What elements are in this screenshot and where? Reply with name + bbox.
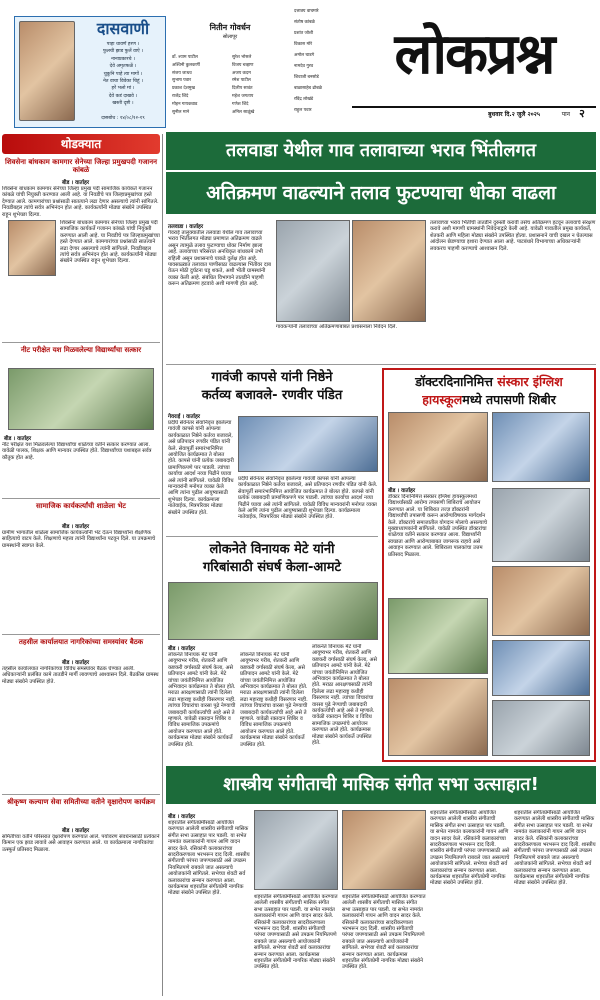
story3-headline-2: गरिबांसाठी संघर्ष केला-आमटे xyxy=(202,560,342,575)
story3-headline-1: लोकनेते विनायक मेटे यांनी xyxy=(209,542,335,557)
column-rule xyxy=(162,134,163,996)
thodkyat-banner xyxy=(2,134,160,154)
story5-text-a: शहरातील संगीतप्रेमींसाठी आयोजित करण्यात आलेली शास्त्रीय संगीताची मासिक संगीत सभा उत्साहात पार पडली. या सभेत नामवंत कलाकारांनी गायन आणि वादन सादर केले. रसिकांनी कलाकारांच्या सादरीकरणाला भरभरून दाद दिली. शास्त्रीय संगीताची परंपरा जपण्यासाठी असे उपक्रम नियमितपणे राबवले जात असल्याचे आयोजकांनी सांगितले. सभेच्या शेवटी सर्व कलाकारांचा सन्मान करण्यात आला. कार्यक्रमास शहरातील संगीतप्रेमी नागरिक मोठ्या संख्येने उपस्थित होते. xyxy=(168,820,250,897)
sidebar-photo-1 xyxy=(8,220,56,276)
story4-photo-2 xyxy=(492,412,590,482)
sidebar-byline-3: बीड । वार्ताहर xyxy=(62,524,90,530)
dasvani-lines: पाहा धावणें हरण । फुलची झाड फुलें वाऐ । नानाप्रकारचे । देवे अमृतफळें । चुकुनि पाहे त्या मागों । नेत वाचा विवेका चिहूं । हरें भलो मां । देवे कडं दाखवे । खस्ती दृष्टी । xyxy=(102,42,144,107)
story2-headline-1: गावंजी कापसे यांनी निष्ठेने xyxy=(211,370,333,385)
story2-byline: गेवराई । वार्ताहर xyxy=(168,414,201,420)
editor-place: सोलापूर xyxy=(222,34,238,40)
story5-photo-2 xyxy=(342,810,426,890)
masthead-side-column: दत्तात्रय वाघमारे संतोष कांबळे प्रशांत जोशी विकास मोरे अमोल घाडगे नामदेव गुरव शिवाजी बनसोडे बाळासाहेब ढोबळे रविंद्र लोखंडे राहुल पवार xyxy=(294,9,322,113)
story4-photo-7 xyxy=(388,678,488,756)
story2-photo xyxy=(238,416,378,472)
story5-text-b: शहरातील संगीतप्रेमींसाठी आयोजित करण्यात आलेली शास्त्रीय संगीताची मासिक संगीत सभा उत्साहात पार पडली. या सभेत नामवंत कलाकारांनी गायन आणि वादन सादर केले. रसिकांनी कलाकारांच्या सादरीकरणाला भरभरून दाद दिली. शास्त्रीय संगीताची परंपरा जपण्यासाठी असे उपक्रम नियमितपणे राबवले जात असल्याचे आयोजकांनी सांगितले. सभेच्या शेवटी सर्व कलाकारांचा सन्मान करण्यात आला. कार्यक्रमास शहरातील संगीतप्रेमी नागरिक मोठ्या संख्येने उपस्थित होते. xyxy=(254,894,338,971)
sidebar-headline-3: सामाजिक कार्यकर्त्यांची शाळेला भेट xyxy=(36,502,126,510)
sidebar-text-4: तहसील कार्यालयात नागरिकांच्या विविध समस्यांवर बैठक घेण्यात आली. अधिकाऱ्यांनी प्रलंबित कामे तातडीने मार्गी लावण्याचे आश्वासन दिले. बैठकीस ग्रामस्थ मोठ्या संख्येने उपस्थित होते. xyxy=(2,666,159,685)
sidebar-text-1: शिवसेना बांधकाम कामगार सेनेच्या जिल्हा प्रमुख पदी सामाजिक कार्यकर्ते गजानन कांबळे यांची नियुक्ती करण्यात आली आहे. या निवडीचे पत्र जिल्हाप्रमुखांच्या हस्ते देण्यात आले. कामगारांच्या प्रश्नांसाठी सातत्याने लढा देणार असल्याचे त्यांनी सांगितले. निवडीबद्दल त्यांचे सर्वत्र अभिनंदन होत आहे. कार्यकर्त्यांनी मोठ्या संख्येने उपस्थित राहून शुभेच्छा दिल्या. xyxy=(2,186,159,218)
story2-text-b: प्रदीर्घ सेवेनंतर सेवानिवृत्त झालेल्या गावंजी कापसे यांनी आपल्या कार्यकाळात निष्ठेने कर्तव्य बजावले, असे प्रतिपादन रणवीर पंडित यांनी केले. सेवापूर्ती समारंभानिमित्त आयोजित कार्यक्रमात ते बोलत होते. कापसे यांनी प्रत्येक जबाबदारी प्रामाणिकपणे पार पाडली. त्यांच्या कार्याचा आदर्श नव्या पिढीने घ्यावा असे त्यांनी सांगितले. यावेळी विविध मान्यवरांनी मनोगत व्यक्त केले आणि त्यांना पुढील आयुष्यासाठी शुभेच्छा दिल्या. कार्यक्रमाला नातेवाईक, मित्रपरिवार मोठ्या संख्येने उपस्थित होते. xyxy=(238,476,378,521)
page-label: पान xyxy=(561,111,570,118)
lead-column-3: तलावाच्या भराव भिंतीची तातडीने दुरुस्ती करावी तसेच अतिक्रमण हटवून तलावाचे संरक्षण करावे अशी मागणी ग्रामस्थांनी निवेदनाद्वारे केली आहे. यावेळी गावातील प्रमुख कार्यकर्ते, शेतकरी आणि महिला मोठ्या संख्येने उपस्थित होत्या. प्रशासनाने याची दखल न घेतल्यास आंदोलन छेडण्याचा इशारा देण्यात आला आहे. पाटबंधारे विभागाच्या अधिकाऱ्यांनी लवकरच पाहणी करण्याचे आश्वासन दिले. xyxy=(430,220,596,252)
story3-text-b: लोकनेते विनायक मेटे यांनी आयुष्यभर गरीब, शेतकरी आणि कष्टकरी वर्गासाठी संघर्ष केला, असे प्रतिपादन आमटे यांनी केले. मेटे यांच्या जयंतीनिमित्त आयोजित अभिवादन कार्यक्रमात ते बोलत होते. मराठा आरक्षणासाठी त्यांनी दिलेला लढा महाराष्ट्र कधीही विसरणार नाही. त्यांच्या विचारांचा वारसा पुढे नेण्याची जबाबदारी कार्यकर्त्यांची आहे असे ते म्हणाले. यावेळी रक्तदान शिबिर व विविध सामाजिक उपक्रमांचे आयोजन करण्यात आले होते. कार्यक्रमास मोठ्या संख्येने कार्यकर्ते उपस्थित होते. xyxy=(240,652,308,748)
divider xyxy=(2,342,160,343)
page-number: २ xyxy=(579,107,585,120)
story4-photo-8 xyxy=(492,700,590,756)
lead-byline: तलवाडा । वार्ताहर xyxy=(168,224,204,230)
lead-column-1: गेवराई तालुक्यातील तलवाडा येथील गाव तलावाच्या भराव भिंतीलगत मोठ्या प्रमाणात अतिक्रमण वाढले असून त्यामुळे तलाव फुटण्याचा धोका निर्माण झाला आहे. तलावाच्या परिसरात अनधिकृत बांधकामे उभी राहिली असून प्रशासनाचे याकडे दुर्लक्ष होत आहे. पावसाळ्यात तलावात पाणीसाठा वाढल्यास भिंतीवर दाब येऊन मोठी दुर्घटना घडू शकते, अशी भीती ग्रामस्थांनी व्यक्त केली आहे. संबंधित विभागाने तातडीने पाहणी करून अतिक्रमण हटवावे अशी मागणी होत आहे. xyxy=(168,230,271,288)
divider xyxy=(2,634,160,635)
sidebar-byline-1: बीड । वार्ताहर xyxy=(62,180,90,186)
story4-photo-1 xyxy=(388,412,488,482)
sidebar-byline-4: बीड । वार्ताहर xyxy=(62,660,90,666)
story5-headline: शास्त्रीय संगीताची मासिक संगीत सभा उत्साहात! xyxy=(166,766,596,804)
sidebar-photo-2 xyxy=(8,368,154,430)
editor-column-1: डॉ. श्याम पाटील अश्विनी कुलकर्णी संजय जाधव सुभाष पवार प्रकाश देशमुख राजेंद्र शिंदे मोहन गायकवाड सुनील माने xyxy=(172,55,200,115)
lead-caption: गावकऱ्यांनी तलावाच्या अतिक्रमणाबाबत प्रशासनाला निवेदन दिले. xyxy=(276,324,398,330)
story5-text-c: शहरातील संगीतप्रेमींसाठी आयोजित करण्यात आलेली शास्त्रीय संगीताची मासिक संगीत सभा उत्साहात पार पडली. या सभेत नामवंत कलाकारांनी गायन आणि वादन सादर केले. रसिकांनी कलाकारांच्या सादरीकरणाला भरभरून दाद दिली. शास्त्रीय संगीताची परंपरा जपण्यासाठी असे उपक्रम नियमितपणे राबवले जात असल्याचे आयोजकांनी सांगितले. सभेच्या शेवटी सर्व कलाकारांचा सन्मान करण्यात आला. कार्यक्रमास शहरातील संगीतप्रेमी नागरिक मोठ्या संख्येने उपस्थित होते. xyxy=(342,894,426,971)
editor-box xyxy=(170,4,290,128)
editor-column-2: सुरेश भोसले विजय चव्हाण अजय कदम रमेश पाटील दिलीप सावंत महेश जगताप गणेश शिंदे अनिल साळुंखे xyxy=(232,55,255,115)
dasvani-box xyxy=(14,16,166,128)
sidebar-byline-2: बीड । वार्ताहर xyxy=(4,436,32,442)
story5-photo-1 xyxy=(254,810,338,890)
newspaper-logo: लोकप्रश्न xyxy=(394,21,554,87)
sidebar-text-3: ग्रामीण भागातील शाळेला सामाजिक कार्यकर्त्यांनी भेट देऊन विद्यार्थ्यांना शैक्षणिक साहित्याचे वाटप केले. शिक्षणाचे महत्त्व त्यांनी विद्यार्थ्यांना पटवून दिले. या उपक्रमाचे ग्रामस्थांनी स्वागत केले. xyxy=(2,530,156,549)
sidebar-headline-4: तहसील कार्यालयात नागरिकांच्या समस्यांवर बैठक xyxy=(18,638,144,646)
story5-text-e: शहरातील संगीतप्रेमींसाठी आयोजित करण्यात आलेली शास्त्रीय संगीताची मासिक संगीत सभा उत्साहात पार पडली. या सभेत नामवंत कलाकारांनी गायन आणि वादन सादर केले. रसिकांनी कलाकारांच्या सादरीकरणाला भरभरून दाद दिली. शास्त्रीय संगीताची परंपरा जपण्यासाठी असे उपक्रम नियमितपणे राबवले जात असल्याचे आयोजकांनी सांगितले. सभेच्या शेवटी सर्व कलाकारांचा सन्मान करण्यात आला. कार्यक्रमास शहरातील संगीतप्रेमी नागरिक मोठ्या संख्येने उपस्थित होते. xyxy=(514,810,596,887)
story4-box xyxy=(382,368,596,762)
sidebar-headline-2: नीट परीक्षेत यश मिळवलेल्या विद्यार्थ्यांचा सत्कार xyxy=(20,346,142,354)
story4-headline-2 xyxy=(384,392,594,408)
sidebar-text-5: समितीच्या वतीने परिसरात वृक्षारोपण करण्यात आले. पर्यावरण संवर्धनासाठी प्रत्येकाने किमान एक झाड लावावे असे आवाहन करण्यात आले. या कार्यक्रमाला नागरिकांचा उत्स्फूर्त प्रतिसाद मिळाला. xyxy=(2,834,160,853)
lead-headline-2: अतिक्रमण वाढल्याने तलाव फुटण्याचा धोका वाढला xyxy=(166,172,596,214)
sidebar-headline-1: शिवसेना बांधकाम कामगार सेनेच्या जिल्हा प्रमुखपदी गजानन कांबळे xyxy=(5,158,157,174)
story4-photo-5 xyxy=(388,598,488,674)
story3-text-a: लोकनेते विनायक मेटे यांनी आयुष्यभर गरीब, शेतकरी आणि कष्टकरी वर्गासाठी संघर्ष केला, असे प्रतिपादन आमटे यांनी केले. मेटे यांच्या जयंतीनिमित्त आयोजित अभिवादन कार्यक्रमात ते बोलत होते. मराठा आरक्षणासाठी त्यांनी दिलेला लढा महाराष्ट्र कधीही विसरणार नाही. त्यांच्या विचारांचा वारसा पुढे नेण्याची जबाबदारी कार्यकर्त्यांची आहे असे ते म्हणाले. यावेळी रक्तदान शिबिर व विविध सामाजिक उपक्रमांचे आयोजन करण्यात आले होते. कार्यक्रमास मोठ्या संख्येने कार्यकर्ते उपस्थित होते. xyxy=(168,652,236,748)
saint-portrait xyxy=(19,21,75,121)
story4-text-a: डॉक्टर दिनानिमित्त संस्कार इंग्लिश हायस्कूलमध्ये विद्यार्थ्यांसाठी आरोग्य तपासणी शिबिराचे आयोजन करण्यात आले. या शिबिरात तज्ज्ञ डॉक्टरांनी विद्यार्थ्यांची तपासणी करून आरोग्यविषयक मार्गदर्शन केले. डॉक्टरांचे समाजातील योगदान मोलाचे असल्याचे मुख्याध्यापकांनी सांगितले. यावेळी उपस्थित डॉक्टरांचा शाळेच्या वतीने सत्कार करण्यात आला. विद्यार्थ्यांनी स्वच्छता आणि आरोग्याबाबत जागरूक राहावे असे आवाहन करण्यात आले. शिबिराला पालकांचा उत्तम प्रतिसाद मिळाला. xyxy=(388,494,488,558)
sidebar-byline-5: बीड । वार्ताहर xyxy=(62,828,90,834)
lead-headline-1: तलवाडा येथील गाव तलावाच्या भराव भिंतीलगत xyxy=(166,132,596,170)
story4-headline-1b: संस्कार इंग्लिश xyxy=(497,374,563,389)
story4-byline: बीड । वार्ताहर xyxy=(388,488,416,494)
story5-byline: बीड । वार्ताहर xyxy=(168,814,196,820)
masthead xyxy=(0,0,600,128)
story3-photo xyxy=(168,582,378,640)
sidebar-text-2: नीट परीक्षेत यश मिळवलेल्या विद्यार्थ्यांचा शाळेच्या वतीने सत्कार करण्यात आला. यावेळी पालक, शिक्षक आणि मान्यवर उपस्थित होते. विद्यार्थ्यांच्या यशाबद्दल सर्वत्र कौतुक होत आहे. xyxy=(2,442,152,461)
story4-photo-4 xyxy=(492,566,590,636)
story2-text-a: प्रदीर्घ सेवेनंतर सेवानिवृत्त झालेल्या गावंजी कापसे यांनी आपल्या कार्यकाळात निष्ठेने कर्तव्य बजावले, असे प्रतिपादन रणवीर पंडित यांनी केले. सेवापूर्ती समारंभानिमित्त आयोजित कार्यक्रमात ते बोलत होते. कापसे यांनी प्रत्येक जबाबदारी प्रामाणिकपणे पार पाडली. त्यांच्या कार्याचा आदर्श नव्या पिढीने घ्यावा असे त्यांनी सांगितले. यावेळी विविध मान्यवरांनी मनोगत व्यक्त केले आणि त्यांना पुढील आयुष्यासाठी शुभेच्छा दिल्या. कार्यक्रमाला नातेवाईक, मित्रपरिवार मोठ्या संख्येने उपस्थित होते. xyxy=(168,420,234,516)
divider xyxy=(166,536,378,537)
divider xyxy=(2,498,160,499)
dateline: बुधवार दि.२ जुलै २०२५ xyxy=(488,111,540,118)
sidebar-text-1b: शिवसेना बांधकाम कामगार सेनेच्या जिल्हा प्रमुख पदी सामाजिक कार्यकर्ते गजानन कांबळे यांची नियुक्ती करण्यात आली आहे. या निवडीचे पत्र जिल्हाप्रमुखांच्या हस्ते देण्यात आले. कामगारांच्या प्रश्नांसाठी सातत्याने लढा देणार असल्याचे त्यांनी सांगितले. निवडीबद्दल त्यांचे सर्वत्र अभिनंदन होत आहे. कार्यकर्त्यांनी मोठ्या संख्येने उपस्थित राहून शुभेच्छा दिल्या. xyxy=(60,220,160,265)
thodkyat-title: थोडक्यात xyxy=(60,137,102,151)
dateline-rule xyxy=(352,106,596,108)
dasvani-title: दासवाणी xyxy=(96,19,150,38)
story3-text-c: लोकनेते विनायक मेटे यांनी आयुष्यभर गरीब, शेतकरी आणि कष्टकरी वर्गासाठी संघर्ष केला, असे प्रतिपादन आमटे यांनी केले. मेटे यांच्या जयंतीनिमित्त आयोजित अभिवादन कार्यक्रमात ते बोलत होते. मराठा आरक्षणासाठी त्यांनी दिलेला लढा महाराष्ट्र कधीही विसरणार नाही. त्यांच्या विचारांचा वारसा पुढे नेण्याची जबाबदारी कार्यकर्त्यांची आहे असे ते म्हणाले. यावेळी रक्तदान शिबिर व विविध सामाजिक उपक्रमांचे आयोजन करण्यात आले होते. कार्यक्रमास मोठ्या संख्येने कार्यकर्ते उपस्थित होते. xyxy=(312,644,377,747)
story4-photo-3 xyxy=(492,488,590,562)
story2-headline-2: कर्तव्य बजावले- रणवीर पंडित xyxy=(201,388,343,403)
story4-headline-2a: हायस्कूल xyxy=(422,392,463,407)
story5-text-d: शहरातील संगीतप्रेमींसाठी आयोजित करण्यात आलेली शास्त्रीय संगीताची मासिक संगीत सभा उत्साहात पार पडली. या सभेत नामवंत कलाकारांनी गायन आणि वादन सादर केले. रसिकांनी कलाकारांच्या सादरीकरणाला भरभरून दाद दिली. शास्त्रीय संगीताची परंपरा जपण्यासाठी असे उपक्रम नियमितपणे राबवले जात असल्याचे आयोजकांनी सांगितले. सभेच्या शेवटी सर्व कलाकारांचा सन्मान करण्यात आला. कार्यक्रमास शहरातील संगीतप्रेमी नागरिक मोठ्या संख्येने उपस्थित होते. xyxy=(430,810,510,887)
story4-headline-2b: मध्ये तपासणी शिबीर xyxy=(462,392,556,407)
editor-name: नितीन गोवर्धन xyxy=(209,23,251,32)
divider xyxy=(2,794,160,795)
lead-photo-1 xyxy=(276,220,350,322)
story4-photo-6 xyxy=(492,640,590,696)
sidebar-headline-5: श्रीकृष्ण कल्याण सेवा समितीच्या वतीने वृक्षारोपण कार्यक्रम xyxy=(6,798,156,806)
divider xyxy=(166,364,596,365)
sidebar xyxy=(2,158,160,994)
lead-photo-2 xyxy=(352,220,426,322)
story4-headline-1 xyxy=(384,374,594,390)
story4-headline-1a: डॉक्टरदिनानिमित्त xyxy=(415,374,498,389)
story3-byline: बीड । वार्ताहर xyxy=(168,646,196,652)
dasvani-date: दासबोध : १४/०८/१२-१९ xyxy=(101,116,145,121)
